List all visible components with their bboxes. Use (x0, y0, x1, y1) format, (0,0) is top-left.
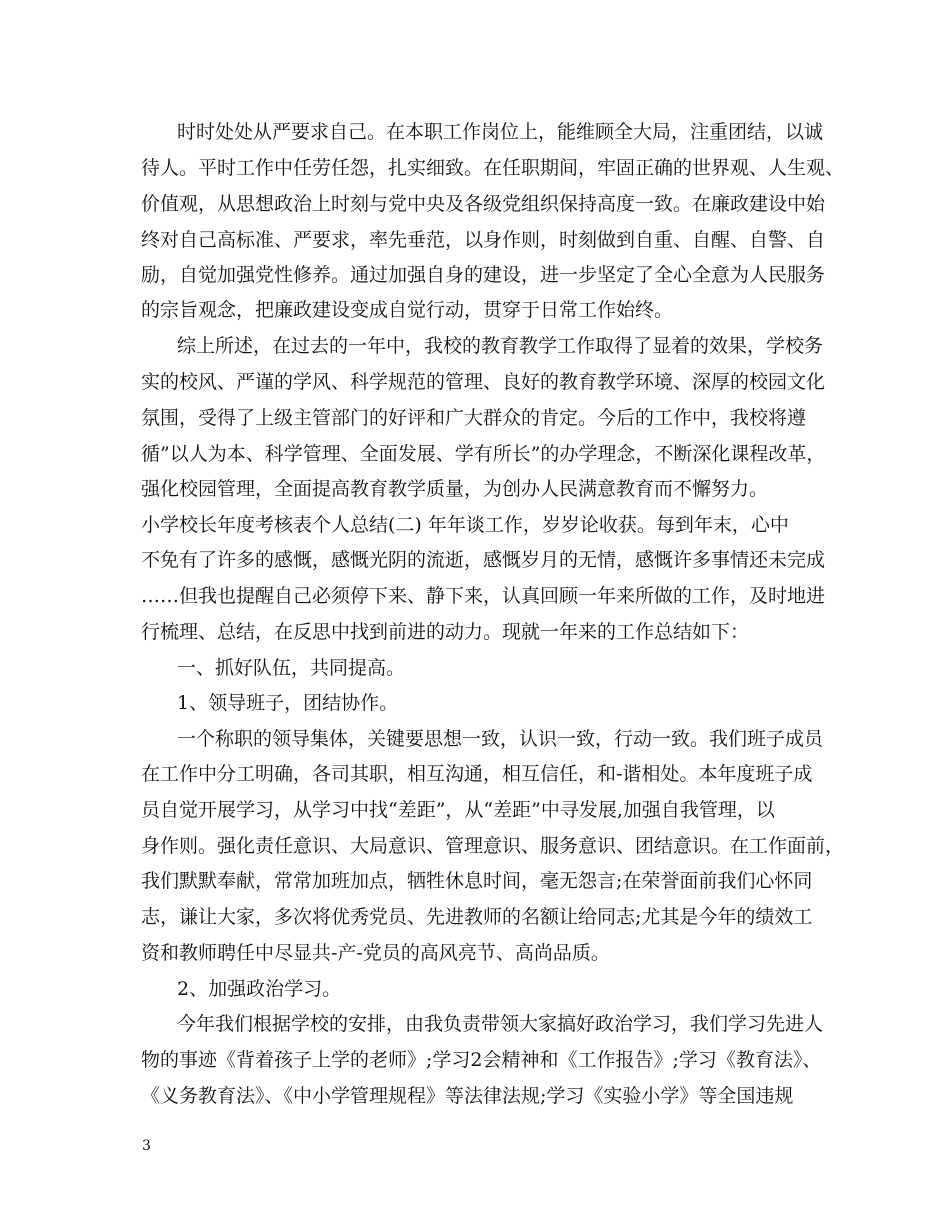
section-heading-line: 小学校长年度考核表个人总结(二) 年年谈工作，岁岁论收获。每到年末，心中 (141, 514, 789, 536)
text-line: 我们默默奉献，常常加班加点，牺牲休息时间，毫无怨言;在荣誉面前我们心怀同 (141, 870, 813, 892)
text-line: 循”以人为本、科学管理、全面发展、学有所长”的办学理念，不断深化课程改革， (141, 443, 826, 465)
text-line: 的宗旨观念，把廉政建设变成自觉行动，贯穿于日常工作始终。 (141, 299, 674, 321)
text-line: 一个称职的领导集体，关键要思想一致，认识一致，行动一致。我们班子成员 (177, 728, 824, 750)
text-line: 物的事迹《背着孩子上学的老师》;学习2会精神和《工作报告》;学习《教育法》、 (141, 1049, 822, 1071)
text-line: 2、加强政治学习。 (177, 978, 342, 1000)
text-line: 志，谦让大家，多次将优秀党员、先进教师的名额让给同志;尤其是今年的绩效工 (141, 906, 813, 928)
text-line: 氛围，受得了上级主管部门的好评和广大群众的肯定。今后的工作中，我校将遵 (141, 407, 807, 429)
text-line: ……但我也提醒自己必须停下来、静下来，认真回顾一年来所做的工作，及时地进 (141, 585, 826, 607)
text-line: 时时处处从严要求自己。在本职工作岗位上，能维顾全大局，注重团结，以诚 (177, 121, 824, 143)
text-line: 资和教师聘任中尽显共-产-党员的高风亮节、高尚品质。 (141, 942, 610, 964)
text-line: 今年我们根据学校的安排，由我负责带领大家搞好政治学习，我们学习先进人 (177, 1013, 824, 1035)
text-line: 不免有了许多的感慨，感慨光阴的流逝，感慨岁月的无情，感慨许多事情还未完成 (141, 549, 826, 571)
text-line: 实的校风、严谨的学风、科学规范的管理、良好的教育教学环境、深厚的校园文化 (141, 371, 826, 393)
page-number: 3 (142, 1138, 151, 1154)
text-line: 综上所述，在过去的一年中，我校的教育教学工作取得了显着的效果，学校务 (177, 335, 824, 357)
text-line: 终对自己高标准、严要求，率先垂范，以身作则，时刻做到自重、自醒、自警、自 (141, 229, 826, 251)
text-line: 一、抓好队伍，共同提高。 (177, 657, 406, 679)
text-line: 待人。平时工作中任劳任怨，扎实细致。在任职期间，牢固正确的世界观、人生观、 (141, 157, 845, 179)
text-line: 强化校园管理，全面提高教育教学质量，为创办人民满意教育而不懈努力。 (141, 478, 769, 500)
text-line: 行梳理、总结，在反思中找到前进的动力。现就一年来的工作总结如下： (141, 621, 750, 643)
text-line: 身作则。强化责任意识、大局意识、管理意识、服务意识、团结意识。在工作面前， (141, 835, 845, 857)
text-line: 1、领导班子，团结协作。 (177, 692, 399, 714)
text-line: 员自觉开展学习，从学习中找“差距”，从“差距”中寻发展,加强自我管理，以 (141, 799, 775, 821)
text-line: 在工作中分工明确，各司其职，相互沟通，相互信任，和-谐相处。本年度班子成 (141, 763, 813, 785)
text-line: 《义务教育法》、《中小学管理规程》等法律法规;学习《实验小学》等全国违规 (141, 1085, 794, 1107)
text-line: 价值观，从思想政治上时刻与党中央及各级党组织保持高度一致。在廉政建设中始 (141, 193, 826, 215)
text-line: 励，自觉加强党性修养。通过加强自身的建设，进一步坚定了全心全意为人民服务 (141, 264, 826, 286)
